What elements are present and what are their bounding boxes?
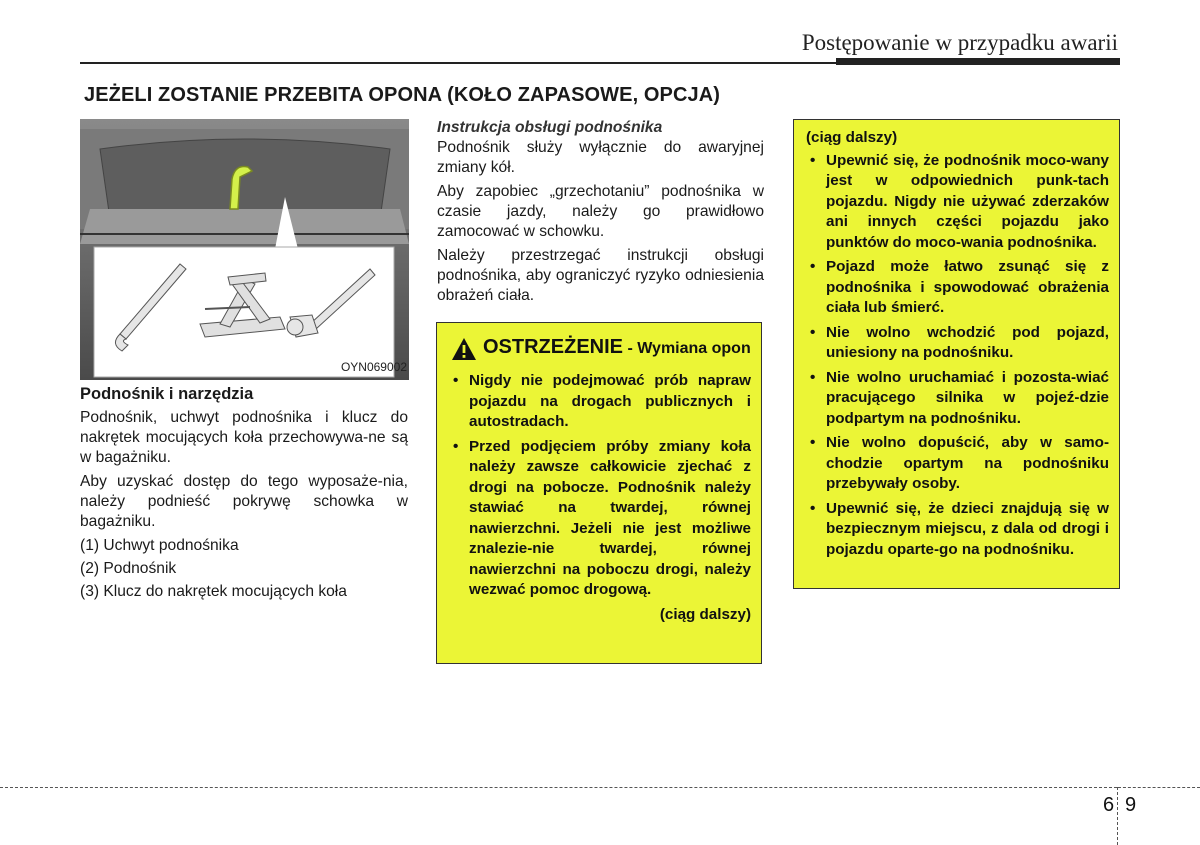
tool-item-2: (2) Podnośnik [80,560,177,577]
left-column [80,384,408,605]
tool-item-3: (3) Klucz do nakrętek mocujących koła [80,583,347,600]
continued-list [806,151,1109,561]
continued-item-4: • Nie wolno uruchamiać i pozosta-wiać pracującego silnika w pojeź-dzie podpartym na podnośniku. [806,368,1109,430]
tool-item-1: (1) Uchwyt podnośnika [80,537,239,554]
warning-box [436,322,762,664]
tools-paragraph-2: Aby uzyskać dostęp do tego wyposaże-nia, należy podnieść pokrywę schowka w bagażniku. [80,473,408,530]
middle-column [437,118,764,310]
warning-label: OSTRZEŻENIE [483,336,624,358]
jack-paragraph-1: Podnośnik służy wyłącznie do awaryjnej zmiany kół. [437,139,764,176]
page-number: 9 [1125,794,1137,816]
warning-triangle-icon [451,337,477,361]
running-header: Postępowanie w przypadku awarii [801,30,1118,55]
warning-continued: (ciąg dalszy) [659,605,751,623]
warning-list [449,371,751,601]
continued-title: (ciąg dalszy) [806,129,898,146]
figure-code: OYN069002 [340,360,407,374]
trunk-illustration [80,119,409,380]
section-title: JEŻELI ZOSTANIE PRZEBITA OPONA (KOŁO ZAPASOWE, OPCJA) [84,84,721,106]
warning-item-2: • Przed podjęciem próby zmiany koła należy zawsze całkowicie zjechać z drogi na pobocze. Podnośnik należy stawiać na twardej, równej nawierzchni. Jeżeli nie jest możliwe znalezie-nie twardej, równej nawierzchni na poboczu drogi, należy wezwać pomoc drogową. [449,437,751,601]
header-accent-bar [836,58,1120,65]
continued-item-3: • Nie wolno wchodzić pod pojazd, uniesiony na podnośniku. [806,323,1109,364]
page-number-separator [1117,787,1118,845]
warning-item-1: • Nigdy nie podejmować prób napraw pojazdu na drogach publicznych i autostradach. [449,371,751,433]
footer-rule-right [1118,787,1200,788]
tools-subhead: Podnośnik i narzędzia [80,385,254,403]
jack-paragraph-3: Należy przestrzegać instrukcji obsługi podnośnika, aby ograniczyć ryzyko odniesienia obrażeń ciała. [437,247,764,304]
footer-rule [0,787,1117,788]
warning-subtitle: - Wymiana opon [623,340,751,357]
jack-paragraph-2: Aby zapobiec „grzechotaniu” podnośnika w czasie jazdy, należy go prawidłowo zamocować w schowku. [437,183,764,240]
trunk-tools-figure [80,119,409,380]
jack-instructions-subhead: Instrukcja obsługi podnośnika [437,119,663,136]
tools-paragraph-1: Podnośnik, uchwyt podnośnika i klucz do nakrętek mocujących koła przechowywa-ne są w bagażniku. [80,409,408,466]
continued-item-1: • Upewnić się, że podnośnik moco-wany jest w odpowiednich punk-tach pojazdu. Nigdy nie używać zderzaków ani innych części pojazdu jako punktów do moco-wania podnośnika. [806,151,1109,254]
continued-item-6: • Upewnić się, że dzieci znajdują się w bezpiecznym miejscu, z dala od drogi i pojazdu oparte-go na podnośniku. [806,499,1109,561]
continued-item-5: • Nie wolno dopuścić, aby w samo-chodzie opartym na podnośniku przebywały osoby. [806,433,1109,495]
continued-box [793,119,1120,589]
chapter-number: 6 [1103,794,1115,816]
warning-title [449,337,751,361]
continued-item-2: • Pojazd może łatwo zsunąć się z podnośnika i spowodować obrażenia ciała lub śmierć. [806,257,1109,319]
